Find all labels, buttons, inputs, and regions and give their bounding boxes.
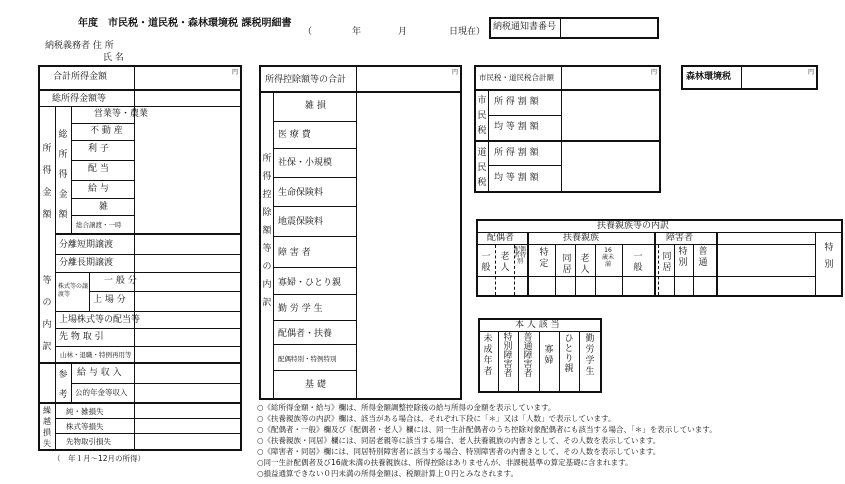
period-note: （ 年１月〜12月の所得） [53,454,146,463]
dependents-title: 扶養親族等の内訳 [597,221,670,231]
date-month: 月 [398,27,408,37]
taxpayer-address-label: 納税義務者 住 所 [45,41,114,51]
note-3: ○《配偶者・一般》欄及び《配偶者・老人》欄には、同一生計配偶者のうち控除対象配偶者にも該当する場合、「＊」を表示しています。 [257,425,717,434]
total-income-label: 合計所得金額 [53,72,108,82]
self-applicable-title: 本 人 該 当 [515,320,560,330]
date-close: 日現在） [449,27,486,37]
taxpayer-name-label: 氏 名 [103,53,124,63]
deduction-side: 所得控除額等の内訳 [262,154,272,308]
note-5: ○《障害者・同居》欄には、同居特別障害者に該当する場合、特別障害者の内書きとして、その人数を表示しています。 [257,447,661,456]
notice-number-label: 納税通知書番号 [493,22,557,32]
date-year: 年 [352,27,362,37]
page-title: 年度 市民税・道民税・森林環境税 課税明細書 [78,18,292,29]
deduction-table [259,65,462,400]
sogo-side: 総所得金額 [58,130,68,220]
note-7: ○損益通算できない０円未満の所得金額は、税額計算上０円とみなされます。 [257,469,518,478]
note-1: ○《総所得金額・給与》欄は、所得金額調整控除後の給与所得の金額を表示しています。 [257,403,556,412]
note-4: ○《扶養親族・同居》欄には、同居老親等に該当する場合、老人扶養親族の内書きとして、その人数を表示しています。 [257,436,661,445]
note-2: ○《扶養親族等の内訳》欄は、該当がある場合は、それぞれ下段に「＊」又は「人数」で表示しています。 [257,414,616,423]
deduction-total-label: 所得控除額等の合計 [265,75,347,85]
sogo-total-label: 総所得金額等 [52,94,107,104]
note-6: ○同一生計配偶者及び16歳未満の扶養親族は、所得控除はありませんが、非課税基準の算定基礎に含まれます。 [257,458,633,467]
date-open: （ [303,27,313,37]
tax-total-label: 市民税・道民税合計額 [479,73,554,82]
income-breakdown-side: 所得金額 [42,144,52,220]
forest-tax-label: 森林環境税 [686,72,732,82]
